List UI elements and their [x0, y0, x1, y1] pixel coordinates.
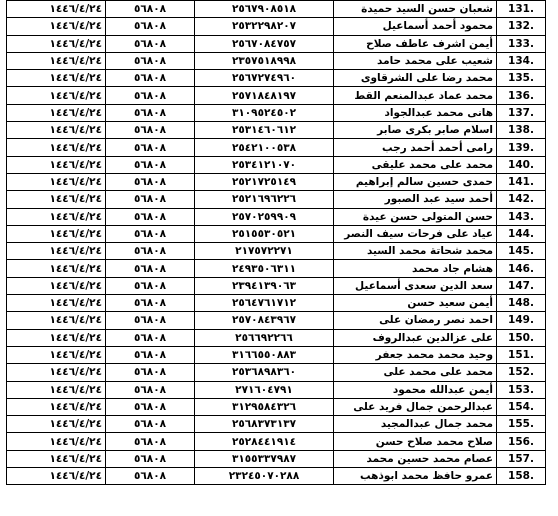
national-id-cell: ٢٥٦٧٠٨٤٧٥٧	[195, 35, 334, 52]
row-number-cell: .134	[497, 52, 546, 69]
amount-cell: ٥٦٨٠٨	[106, 260, 195, 277]
date-cell: ١٤٤٦/٤/٢٤	[7, 191, 106, 208]
national-id-cell: ٢٥٧٠٨٤٣٩٦٧	[195, 312, 334, 329]
table-row	[7, 468, 546, 485]
row-number-cell: .132	[497, 18, 546, 35]
amount-cell: ٥٦٨٠٨	[106, 468, 195, 485]
date-cell: ١٤٤٦/٤/٢٤	[7, 346, 106, 363]
row-number-cell: .152	[497, 364, 546, 381]
table-row	[7, 52, 546, 69]
row-number-cell: .136	[497, 87, 546, 104]
date-cell: ١٤٤٦/٤/٢٤	[7, 225, 106, 242]
row-number-cell: .143	[497, 208, 546, 225]
amount-cell: ٥٦٨٠٨	[106, 104, 195, 121]
row-number-cell: .139	[497, 139, 546, 156]
row-number-cell: .148	[497, 295, 546, 312]
person-name-cell: رامى أحمد أحمد رجب	[334, 139, 497, 156]
amount-cell: ٥٦٨٠٨	[106, 433, 195, 450]
person-name-cell: عياد على فرحات سيف النصر	[334, 225, 497, 242]
row-number-cell: .151	[497, 346, 546, 363]
table-row	[7, 35, 546, 52]
date-cell: ١٤٤٦/٤/٢٤	[7, 70, 106, 87]
row-number-cell: .146	[497, 260, 546, 277]
person-name-cell: هانى محمد عبدالجواد	[334, 104, 497, 121]
national-id-cell: ٣١٠٩٥٢٤٥٠٢	[195, 104, 334, 121]
person-name-cell: هشام جاد محمد	[334, 260, 497, 277]
national-id-cell: ٢٥٦٤٧٦١٧١٢	[195, 295, 334, 312]
national-id-cell: ٢٥١٥٥٣٠٥٢١	[195, 225, 334, 242]
amount-cell: ٥٦٨٠٨	[106, 225, 195, 242]
amount-cell: ٥٦٨٠٨	[106, 312, 195, 329]
table-row	[7, 312, 546, 329]
table-row	[7, 139, 546, 156]
table-row	[7, 208, 546, 225]
date-cell: ١٤٤٦/٤/٢٤	[7, 208, 106, 225]
table-row	[7, 346, 546, 363]
date-cell: ١٤٤٦/٤/٢٤	[7, 156, 106, 173]
records-table	[6, 0, 546, 485]
table-row	[7, 433, 546, 450]
document-sheet	[6, 0, 546, 485]
amount-cell: ٥٦٨٠٨	[106, 191, 195, 208]
person-name-cell: محمد على محمد عليقى	[334, 156, 497, 173]
amount-cell: ٥٦٨٠٨	[106, 156, 195, 173]
national-id-cell: ٢٥٦٧٢٧٤٩٦٠	[195, 70, 334, 87]
date-cell: ١٤٤٦/٤/٢٤	[7, 87, 106, 104]
date-cell: ١٤٤٦/٤/٢٤	[7, 468, 106, 485]
date-cell: ١٤٤٦/٤/٢٤	[7, 450, 106, 467]
national-id-cell: ٢٧١٦٠٤٧٩١	[195, 381, 334, 398]
date-cell: ١٤٤٦/٤/٢٤	[7, 52, 106, 69]
person-name-cell: محمد شحاتة محمد السيد	[334, 243, 497, 260]
national-id-cell: ٢١٧٥٧٢٢٧١	[195, 243, 334, 260]
national-id-cell: ٣١٥٥٣٣٧٩٨٧	[195, 450, 334, 467]
table-row	[7, 243, 546, 260]
row-number-cell: .147	[497, 277, 546, 294]
national-id-cell: ٢٥٢١٧٢٥١٤٩	[195, 173, 334, 190]
amount-cell: ٥٦٨٠٨	[106, 243, 195, 260]
date-cell: ١٤٤٦/٤/٢٤	[7, 277, 106, 294]
row-number-cell: .155	[497, 416, 546, 433]
national-id-cell: ٣١٦٦٥٥٠٨٨٣	[195, 346, 334, 363]
date-cell: ١٤٤٦/٤/٢٤	[7, 433, 106, 450]
amount-cell: ٥٦٨٠٨	[106, 277, 195, 294]
table-row	[7, 295, 546, 312]
national-id-cell: ٢٥٢١٦٩٦٢٢٦	[195, 191, 334, 208]
table-row	[7, 260, 546, 277]
amount-cell: ٥٦٨٠٨	[106, 364, 195, 381]
amount-cell: ٥٦٨٠٨	[106, 208, 195, 225]
table-row	[7, 225, 546, 242]
date-cell: ١٤٤٦/٤/٢٤	[7, 329, 106, 346]
date-cell: ١٤٤٦/٤/٢٤	[7, 381, 106, 398]
national-id-cell: ٢٥٧١٨٤٨١٩٧	[195, 87, 334, 104]
person-name-cell: أيمن عبدالله محمود	[334, 381, 497, 398]
amount-cell: ٥٦٨٠٨	[106, 122, 195, 139]
amount-cell: ٥٦٨٠٨	[106, 416, 195, 433]
row-number-cell: .135	[497, 70, 546, 87]
national-id-cell: ٢٥٦٧٩٠٨٥١٨	[195, 1, 334, 18]
table-row	[7, 450, 546, 467]
amount-cell: ٥٦٨٠٨	[106, 381, 195, 398]
person-name-cell: عبدالرحمن جمال فريد على	[334, 398, 497, 415]
row-number-cell: .150	[497, 329, 546, 346]
row-number-cell: .154	[497, 398, 546, 415]
row-number-cell: .133	[497, 35, 546, 52]
person-name-cell: عصام محمد حسين محمد	[334, 450, 497, 467]
amount-cell: ٥٦٨٠٨	[106, 18, 195, 35]
national-id-cell: ٣١٢٩٥٨٤٣٢٦	[195, 398, 334, 415]
table-row	[7, 122, 546, 139]
person-name-cell: شعيب على محمد حامد	[334, 52, 497, 69]
table-row	[7, 398, 546, 415]
table-row	[7, 364, 546, 381]
amount-cell: ٥٦٨٠٨	[106, 87, 195, 104]
national-id-cell: ٢٥٣٤١٢١٠٧٠	[195, 156, 334, 173]
date-cell: ١٤٤٦/٤/٢٤	[7, 122, 106, 139]
national-id-cell: ٢٤٩٣٥٠٦٣١١	[195, 260, 334, 277]
row-number-cell: .149	[497, 312, 546, 329]
row-number-cell: .145	[497, 243, 546, 260]
table-row	[7, 104, 546, 121]
table-row	[7, 329, 546, 346]
row-number-cell: .140	[497, 156, 546, 173]
national-id-cell: ٢٥٣٦٨٩٨٣٦٠	[195, 364, 334, 381]
person-name-cell: محمد على محمد على	[334, 364, 497, 381]
table-row	[7, 18, 546, 35]
row-number-cell: .157	[497, 450, 546, 467]
national-id-cell: ٢٥٤٢١٠٠٥٣٨	[195, 139, 334, 156]
person-name-cell: وحيد محمد محمد جعفر	[334, 346, 497, 363]
row-number-cell: .138	[497, 122, 546, 139]
person-name-cell: أحمد سيد عبد الصبور	[334, 191, 497, 208]
person-name-cell: سعد الدين سعدى أسماعيل	[334, 277, 497, 294]
table-row	[7, 1, 546, 18]
amount-cell: ٥٦٨٠٨	[106, 52, 195, 69]
row-number-cell: .142	[497, 191, 546, 208]
row-number-cell: .131	[497, 1, 546, 18]
person-name-cell: أيمن اشرف عاطف صلاح	[334, 35, 497, 52]
amount-cell: ٥٦٨٠٨	[106, 346, 195, 363]
table-row	[7, 70, 546, 87]
row-number-cell: .156	[497, 433, 546, 450]
person-name-cell: أيمن سعيد حسن	[334, 295, 497, 312]
table-row	[7, 156, 546, 173]
table-row	[7, 87, 546, 104]
table-row	[7, 173, 546, 190]
person-name-cell: عمرو حافظ محمد ابوذهب	[334, 468, 497, 485]
date-cell: ١٤٤٦/٤/٢٤	[7, 35, 106, 52]
national-id-cell: ٢٥٣١٤٦٠٦١٢	[195, 122, 334, 139]
date-cell: ١٤٤٦/٤/٢٤	[7, 1, 106, 18]
table-row	[7, 416, 546, 433]
date-cell: ١٤٤٦/٤/٢٤	[7, 260, 106, 277]
amount-cell: ٥٦٨٠٨	[106, 139, 195, 156]
amount-cell: ٥٦٨٠٨	[106, 329, 195, 346]
date-cell: ١٤٤٦/٤/٢٤	[7, 18, 106, 35]
amount-cell: ٥٦٨٠٨	[106, 35, 195, 52]
person-name-cell: محمد عماد عبدالمنعم القط	[334, 87, 497, 104]
national-id-cell: ٢٥٧٠٢٥٩٩٠٩	[195, 208, 334, 225]
amount-cell: ٥٦٨٠٨	[106, 450, 195, 467]
row-number-cell: .153	[497, 381, 546, 398]
national-id-cell: ٢٥٦٦٩٢٢٦٦	[195, 329, 334, 346]
row-number-cell: .144	[497, 225, 546, 242]
date-cell: ١٤٤٦/٤/٢٤	[7, 312, 106, 329]
table-row	[7, 381, 546, 398]
national-id-cell: ٢٥٦٨٣٧٣١٣٧	[195, 416, 334, 433]
national-id-cell: ٢٥٣٢٢٩٨٢٠٧	[195, 18, 334, 35]
date-cell: ١٤٤٦/٤/٢٤	[7, 295, 106, 312]
amount-cell: ٥٦٨٠٨	[106, 173, 195, 190]
person-name-cell: شعبان حسن السيد حميدة	[334, 1, 497, 18]
national-id-cell: ٢٣٢٤٥٠٧٠٢٨٨	[195, 468, 334, 485]
table-row	[7, 277, 546, 294]
date-cell: ١٤٤٦/٤/٢٤	[7, 416, 106, 433]
person-name-cell: صلاح محمد صلاح حسن	[334, 433, 497, 450]
person-name-cell: على عزالدين عبدالروف	[334, 329, 497, 346]
row-number-cell: .137	[497, 104, 546, 121]
person-name-cell: حسن المتولى حسن عيدة	[334, 208, 497, 225]
person-name-cell: محمد جمال عبدالمجيد	[334, 416, 497, 433]
table-row	[7, 191, 546, 208]
row-number-cell: .141	[497, 173, 546, 190]
date-cell: ١٤٤٦/٤/٢٤	[7, 104, 106, 121]
row-number-cell: .158	[497, 468, 546, 485]
person-name-cell: محمد رضا على الشرقاوى	[334, 70, 497, 87]
national-id-cell: ٢٣٥٧٥١٨٩٩٨	[195, 52, 334, 69]
amount-cell: ٥٦٨٠٨	[106, 295, 195, 312]
national-id-cell: ٢٣٩٤١٣٩٠٦٣	[195, 277, 334, 294]
date-cell: ١٤٤٦/٤/٢٤	[7, 364, 106, 381]
person-name-cell: حمدى حسين سالم إبراهيم	[334, 173, 497, 190]
date-cell: ١٤٤٦/٤/٢٤	[7, 173, 106, 190]
person-name-cell: اسلام صابر بكرى صابر	[334, 122, 497, 139]
amount-cell: ٥٦٨٠٨	[106, 1, 195, 18]
person-name-cell: احمد نصر رمضان على	[334, 312, 497, 329]
amount-cell: ٥٦٨٠٨	[106, 398, 195, 415]
person-name-cell: محمود أحمد أسماعيل	[334, 18, 497, 35]
national-id-cell: ٢٥٢٨٤٤١٩١٤	[195, 433, 334, 450]
date-cell: ١٤٤٦/٤/٢٤	[7, 139, 106, 156]
date-cell: ١٤٤٦/٤/٢٤	[7, 243, 106, 260]
date-cell: ١٤٤٦/٤/٢٤	[7, 398, 106, 415]
amount-cell: ٥٦٨٠٨	[106, 70, 195, 87]
